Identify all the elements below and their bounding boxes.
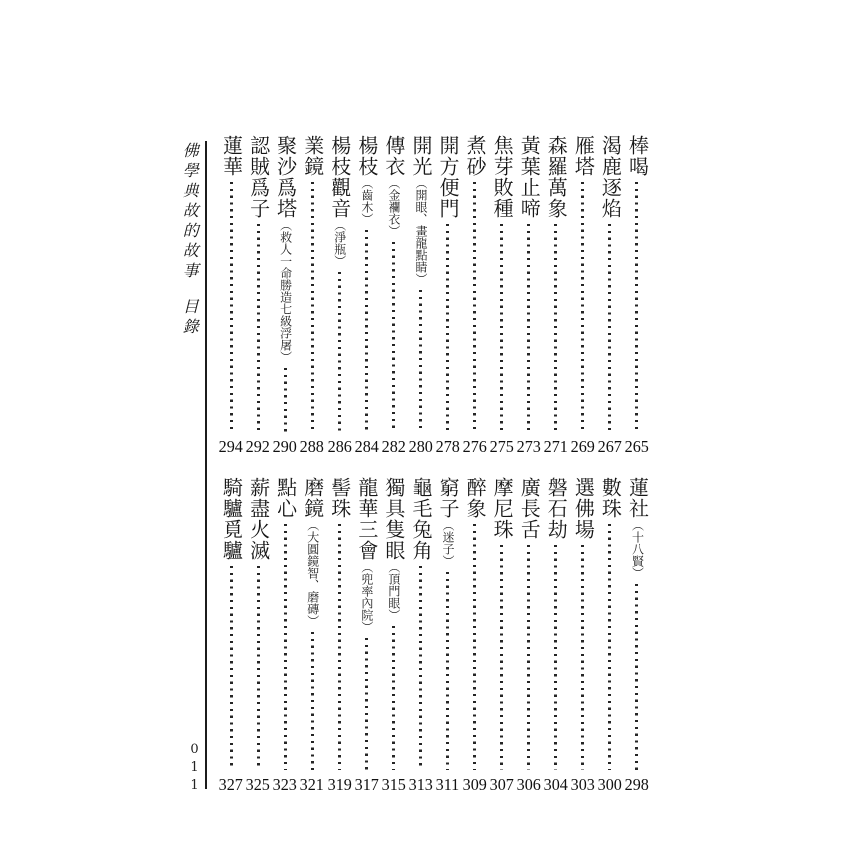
entry-title	[410, 135, 431, 285]
entry-title-text: 窮子	[436, 477, 460, 519]
entry-title-text: 棒喝	[625, 135, 650, 177]
toc-entry	[571, 135, 595, 455]
entry-title	[517, 477, 542, 540]
entry-page-number: 265	[624, 437, 650, 456]
entry-title	[517, 135, 542, 219]
entry-title-text: 楊枝	[354, 135, 379, 177]
entry-page-number: 292	[245, 437, 271, 456]
entry-title	[598, 135, 623, 219]
entry-title-text: 雁塔	[571, 135, 596, 177]
dot-leader	[581, 182, 584, 432]
entry-title-text: 渴鹿逐焰	[598, 135, 623, 219]
dot-leader	[608, 524, 611, 770]
toc-section-lower	[219, 477, 649, 793]
entry-title-text: 廣長舌	[517, 477, 542, 540]
entry-note: （兜率內院）	[359, 561, 374, 633]
toc-entry	[408, 135, 432, 455]
dot-leader	[527, 545, 530, 770]
entry-title	[356, 477, 377, 633]
toc-entry	[300, 135, 324, 455]
entry-title-text: 醉象	[463, 477, 488, 519]
dot-leader	[392, 242, 395, 432]
margin-rule	[205, 141, 207, 789]
entry-page-number: 294	[218, 437, 244, 456]
book-title: 佛學典故的故事	[180, 142, 200, 282]
entry-title-text: 蓮社	[625, 477, 650, 519]
entry-title-text: 點心	[273, 477, 298, 519]
dot-leader	[419, 566, 422, 770]
entry-title	[490, 477, 515, 540]
entry-page-number: 280	[408, 437, 433, 456]
entry-title	[248, 135, 269, 219]
entry-title	[625, 135, 650, 177]
entry-title	[383, 477, 404, 621]
entry-title	[544, 135, 569, 219]
entry-page-number: 304	[543, 775, 568, 794]
dot-leader	[635, 584, 638, 770]
entry-title-text: 磨鏡	[300, 477, 325, 519]
entry-title-text: 楊枝觀音	[327, 135, 352, 219]
entry-title	[544, 477, 569, 540]
toc-entry	[381, 135, 405, 455]
toc-entry	[463, 477, 487, 793]
entry-title	[356, 135, 377, 225]
entry-page-number: 282	[381, 437, 406, 456]
dot-leader	[311, 632, 314, 770]
entry-page-number: 278	[435, 437, 460, 456]
entry-title	[463, 135, 488, 177]
entry-page-number: 275	[489, 437, 514, 456]
dot-leader	[338, 524, 341, 770]
entry-title-text: 摩尼珠	[490, 477, 515, 540]
dot-leader	[527, 224, 530, 432]
dot-leader	[446, 224, 449, 432]
entry-page-number: 306	[516, 775, 541, 794]
entry-page-number: 325	[245, 775, 271, 794]
entry-title-text: 焦芽敗種	[490, 135, 515, 219]
entry-title	[329, 135, 350, 267]
entry-page-number: 303	[570, 775, 595, 794]
entry-title	[571, 477, 596, 540]
dot-leader	[581, 545, 584, 770]
entry-page-number: 273	[516, 437, 541, 456]
dot-leader	[500, 545, 503, 770]
dot-leader	[554, 224, 557, 432]
toc-entry	[381, 477, 405, 793]
entry-note: （大圓鏡智、磨磚）	[305, 519, 320, 627]
entry-title	[302, 477, 323, 627]
dot-leader	[230, 182, 233, 432]
toc-entry	[598, 477, 622, 793]
dot-leader	[635, 182, 638, 432]
entry-title-text: 選佛場	[571, 477, 596, 540]
entry-title-text: 業鏡	[300, 135, 325, 177]
toc-label: 目錄	[180, 298, 200, 338]
entry-title	[410, 477, 431, 561]
entry-title-text: 數珠	[598, 477, 623, 519]
entry-title-text: 蓮華	[219, 135, 244, 177]
dot-leader	[284, 368, 287, 432]
dot-leader	[554, 545, 557, 770]
entry-page-number: 317	[354, 775, 379, 794]
dot-leader	[419, 290, 422, 432]
entry-page-number: 313	[408, 775, 433, 794]
entry-note: （齒木）	[359, 177, 374, 225]
entry-page-number: 327	[218, 775, 244, 794]
entry-title-text: 煮砂	[463, 135, 488, 177]
entry-title	[275, 135, 296, 363]
toc-entry	[517, 135, 541, 455]
toc-entry	[354, 135, 378, 455]
dot-leader	[257, 566, 260, 770]
entry-title	[221, 477, 242, 561]
toc-entry	[327, 135, 351, 455]
entry-title-text: 傳衣	[381, 135, 406, 177]
entry-title-text: 開光	[408, 135, 433, 177]
entry-page-number: 267	[597, 437, 622, 456]
entry-title-text: 磐石劫	[544, 477, 569, 540]
dot-leader	[311, 182, 314, 432]
entry-title-text: 開方便門	[436, 135, 460, 219]
entry-page-number: 298	[624, 775, 650, 794]
dot-leader	[608, 224, 611, 432]
entry-note: （救人一命勝造七級浮屠）	[278, 219, 293, 363]
folio-number: 011	[187, 742, 202, 796]
dot-leader	[473, 524, 476, 770]
toc-entry	[246, 477, 270, 793]
entry-title-text: 獨具隻眼	[381, 477, 406, 561]
entry-page-number: 276	[462, 437, 487, 456]
toc-entry	[327, 477, 351, 793]
dot-leader	[365, 638, 368, 770]
running-head	[180, 142, 199, 338]
toc-entry	[544, 477, 568, 793]
entry-title	[383, 135, 404, 237]
entry-page-number: 300	[597, 775, 622, 794]
entry-title	[571, 135, 596, 177]
entry-title-text: 認賊爲子	[246, 135, 271, 219]
entry-title-text: 森羅萬象	[544, 135, 569, 219]
toc-entry	[354, 477, 378, 793]
toc-entry	[625, 477, 649, 793]
entry-page-number: 321	[300, 775, 325, 794]
toc-entry	[273, 135, 297, 455]
dot-leader	[257, 224, 260, 432]
entry-title	[221, 135, 242, 177]
toc-entry	[463, 135, 487, 455]
toc-entry	[571, 477, 595, 793]
entry-title-text: 龜毛兔角	[408, 477, 433, 561]
toc-entry	[625, 135, 649, 455]
entry-page-number: 271	[543, 437, 568, 456]
entry-title	[463, 477, 488, 519]
entry-page-number: 319	[327, 775, 352, 794]
entry-title	[248, 477, 269, 561]
entry-page-number: 269	[570, 437, 595, 456]
dot-leader	[500, 224, 503, 432]
entry-page-number: 323	[273, 775, 298, 794]
toc-entry	[219, 477, 243, 793]
entry-title-text: 聚沙爲塔	[273, 135, 298, 219]
toc-entry	[436, 135, 460, 455]
entry-page-number: 286	[327, 437, 352, 456]
toc-entry	[490, 135, 514, 455]
toc-entry	[273, 477, 297, 793]
dot-leader	[473, 182, 476, 432]
toc-entry	[598, 135, 622, 455]
toc-entry	[490, 477, 514, 793]
toc-entry	[246, 135, 270, 455]
entry-note: （開眼、畫龍點睛）	[413, 177, 428, 285]
entry-title	[302, 135, 323, 177]
dot-leader	[230, 566, 233, 770]
entry-title-text: 薪盡火滅	[246, 477, 271, 561]
entry-title	[437, 135, 458, 219]
toc-entry	[408, 477, 432, 793]
entry-title	[598, 477, 623, 519]
entry-title	[437, 477, 458, 567]
entry-note: （淨瓶）	[332, 219, 347, 267]
entry-page-number: 307	[489, 775, 514, 794]
toc-section-upper	[219, 135, 649, 455]
entry-note: （迷子）	[441, 519, 455, 567]
entry-title	[275, 477, 296, 519]
entry-title	[329, 477, 350, 519]
entry-note: （金襴衣）	[386, 177, 401, 237]
entry-title-text: 騎驢覓驢	[219, 477, 244, 561]
toc-entry	[517, 477, 541, 793]
toc-entry	[544, 135, 568, 455]
entry-page-number: 288	[300, 437, 325, 456]
entry-page-number: 284	[354, 437, 379, 456]
entry-note: （頂門眼）	[386, 561, 401, 621]
toc-entry	[300, 477, 324, 793]
entry-title-text: 髻珠	[327, 477, 352, 519]
dot-leader	[446, 572, 449, 770]
dot-leader	[392, 626, 395, 770]
entry-title	[490, 135, 515, 219]
dot-leader	[284, 524, 287, 770]
dot-leader	[365, 230, 368, 432]
dot-leader	[338, 272, 341, 432]
toc-entry	[436, 477, 460, 793]
entry-page-number: 315	[381, 775, 406, 794]
entry-title-text: 黃葉止啼	[517, 135, 542, 219]
entry-page-number: 309	[462, 775, 487, 794]
entry-page-number: 311	[435, 775, 460, 794]
entry-page-number: 290	[273, 437, 298, 456]
entry-title-text: 龍華三會	[354, 477, 379, 561]
entry-title	[625, 477, 650, 579]
toc-entry	[219, 135, 243, 455]
entry-note: （十八賢）	[630, 519, 645, 579]
